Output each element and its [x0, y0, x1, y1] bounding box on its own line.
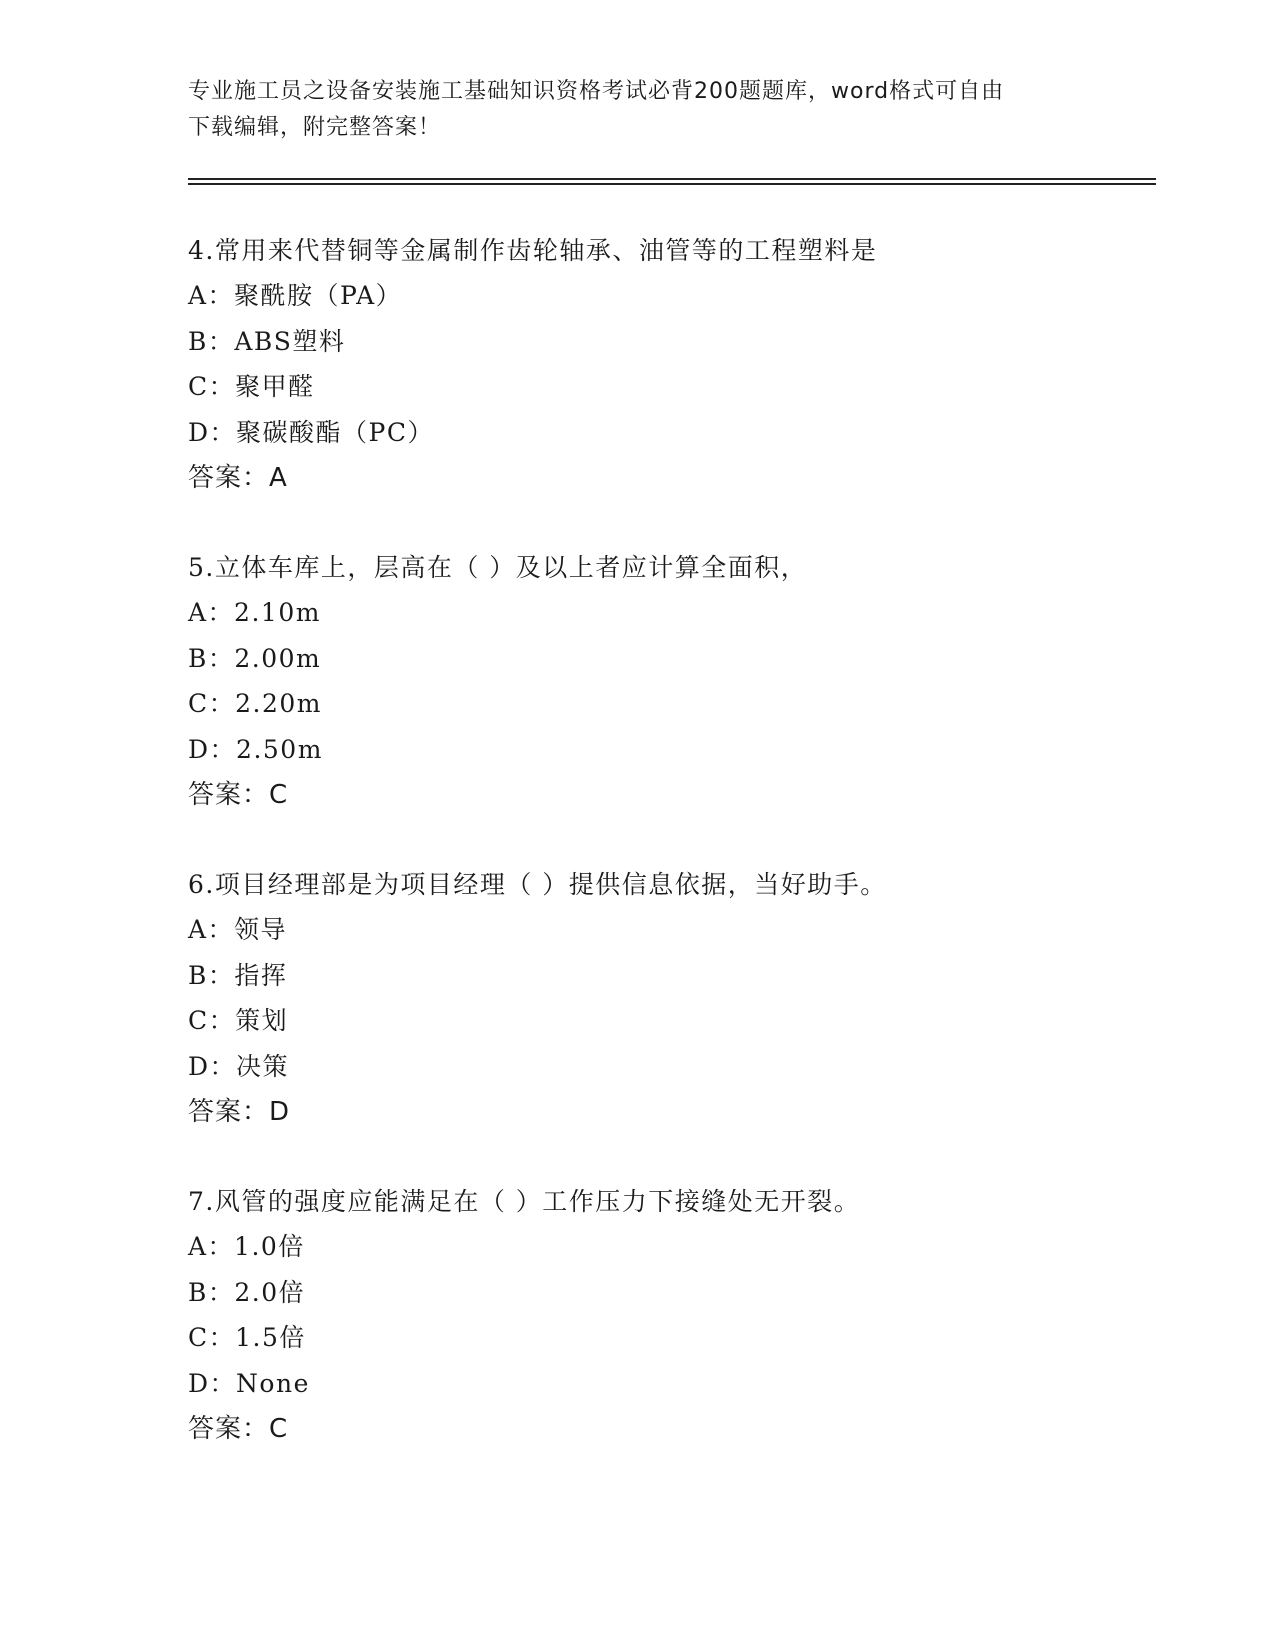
option-c: C：策划	[188, 1006, 289, 1035]
option-a: A：领导	[188, 915, 288, 944]
option-d: D：2.50m	[188, 734, 323, 764]
header-title-line-1: 专业施工员之设备安装施工基础知识资格考试必背200题题库，word格式可自由	[188, 79, 1005, 104]
answer-line: 答案：C	[188, 780, 289, 810]
document-header	[188, 74, 1088, 146]
option-b: B：ABS塑料	[188, 326, 346, 356]
option-a: A：聚酰胺（PA）	[188, 281, 403, 310]
question-stem: 7.风管的强度应能满足在（ ）工作压力下接缝处无开裂。	[188, 1187, 861, 1216]
header-title-line-2: 下载编辑，附完整答案！	[188, 115, 442, 140]
option-c: C：聚甲醛	[188, 372, 315, 401]
option-b: B：2.0倍	[188, 1277, 306, 1307]
question-stem: 6.项目经理部是为项目经理（ ）提供信息依据，当好助手。	[188, 870, 887, 899]
option-d: D：None	[188, 1368, 310, 1398]
question-7	[188, 1179, 1168, 1452]
header-divider-top	[188, 178, 1156, 180]
question-stem: 5.立体车库上，层高在（ ）及以上者应计算全面积，	[188, 553, 808, 582]
question-6	[188, 862, 1168, 1135]
option-d: D：聚碳酸酯（PC）	[188, 417, 434, 447]
option-a: A：2.10m	[188, 598, 321, 627]
question-stem: 4.常用来代替铜等金属制作齿轮轴承、油管等的工程塑料是	[188, 236, 878, 265]
header-divider-bottom	[188, 183, 1156, 185]
question-list	[188, 228, 1168, 1496]
option-b: B：2.00m	[188, 643, 322, 673]
option-b: B：指挥	[188, 960, 288, 990]
option-c: C：1.5倍	[188, 1323, 306, 1352]
option-a: A：1.0倍	[188, 1232, 305, 1261]
answer-line: 答案：C	[188, 1414, 289, 1444]
answer-line: 答案：A	[188, 463, 288, 493]
option-c: C：2.20m	[188, 689, 322, 718]
option-d: D：决策	[188, 1051, 290, 1081]
question-4	[188, 228, 1168, 501]
answer-line: 答案：D	[188, 1097, 291, 1127]
question-5	[188, 545, 1168, 818]
